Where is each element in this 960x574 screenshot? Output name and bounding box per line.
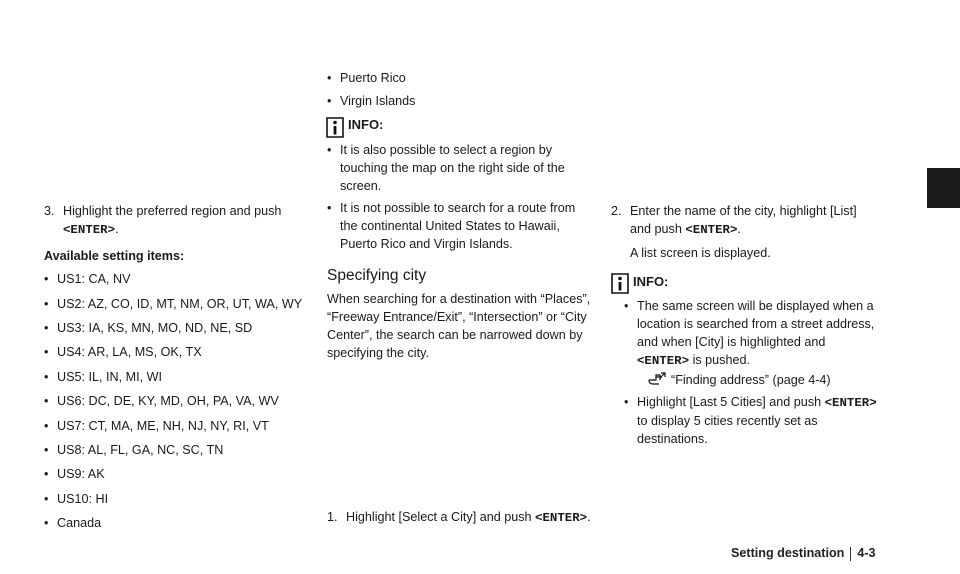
info-item-text: Highlight [Last 5 Cities] and push (637, 395, 822, 410)
list-item-text: US10: HI (57, 491, 109, 506)
column-middle (327, 70, 592, 363)
list-item (327, 93, 592, 111)
bullet: • (44, 296, 49, 311)
bullet: • (44, 418, 49, 433)
step-3 (44, 203, 306, 239)
step-1-text: Highlight [Select a City] and push (346, 510, 532, 524)
bullet: • (44, 467, 49, 482)
info-heading (611, 273, 879, 294)
list-item (327, 200, 592, 254)
bullet: • (44, 394, 49, 409)
step-1-block (327, 509, 592, 528)
bullet: • (327, 201, 332, 216)
list-item-text: US4: AR, LA, MS, OK, TX (57, 345, 202, 360)
step-2-result: A list screen is displayed. (630, 246, 771, 261)
step-3-period: . (115, 221, 119, 236)
enter-key-label: <ENTER> (63, 222, 116, 237)
enter-key-label: <ENTER> (637, 353, 690, 368)
list-item-text: Virgin Islands (340, 93, 416, 108)
list-item (44, 418, 306, 436)
enter-key-label: <ENTER> (824, 396, 877, 411)
list-item-text: It is not possible to search for a route from the continental United States to Hawaii, Puerto Rico and Virgin Islands. (340, 201, 576, 252)
info-list (327, 142, 592, 254)
step-3-text: Highlight the preferred region and push (63, 204, 282, 218)
info-heading (326, 117, 592, 138)
section-title: Specifying city (327, 267, 427, 284)
step-2-number: 2. (611, 204, 622, 218)
bullet: • (44, 345, 49, 360)
footer-section-title: Setting destination (731, 546, 845, 560)
list-item (44, 466, 306, 484)
list-item (44, 320, 306, 338)
step-1 (327, 509, 592, 528)
territory-list (327, 70, 592, 111)
bullet: • (44, 321, 49, 336)
list-item (624, 298, 879, 370)
bullet: • (44, 491, 49, 506)
list-item-text: US1: CA, NV (57, 272, 131, 287)
bullet: • (44, 369, 49, 384)
info-item-text-end: to display 5 cities recently set as destinations. (637, 414, 818, 446)
column-left (44, 203, 306, 533)
page-number: 4-3 (857, 546, 876, 560)
list-item-text: It is also possible to select a region by touching the map on the right side of the screen. (340, 142, 565, 193)
list-item-text: US8: AL, FL, GA, NC, SC, TN (57, 442, 224, 457)
page-reference-icon (647, 372, 667, 386)
list-item-text: US3: IA, KS, MN, MO, ND, NE, SD (57, 321, 253, 336)
info-icon (611, 273, 629, 294)
available-items-heading: Available setting items: (44, 249, 185, 264)
list-item (44, 393, 306, 411)
list-item (624, 394, 879, 448)
region-list (44, 271, 306, 533)
bullet: • (327, 71, 332, 85)
list-item-text: US5: IL, IN, MI, WI (57, 369, 162, 384)
step-1-period: . (587, 510, 591, 524)
bullet: • (624, 395, 629, 410)
list-item-text: US9: AK (57, 467, 105, 482)
info-label: INFO: (348, 117, 384, 133)
info-icon (326, 117, 344, 138)
list-item (44, 271, 306, 289)
enter-key-label: <ENTER> (535, 511, 588, 525)
list-item (44, 442, 306, 460)
list-item-text: Puerto Rico (340, 71, 406, 85)
column-right (611, 203, 879, 449)
list-item (327, 70, 592, 88)
list-item (44, 344, 306, 362)
bullet: • (44, 442, 49, 457)
bullet: • (327, 142, 332, 157)
bullet: • (44, 516, 49, 531)
list-item-text: Canada (57, 516, 102, 531)
page-footer (731, 545, 876, 563)
info-item-text: The same screen will be displayed when a location is searched from a street address, and when [City] is highlighted and (637, 299, 875, 350)
info-list (611, 298, 879, 448)
step-1-number: 1. (327, 510, 338, 524)
step-2-text: Enter the name of the city, highlight [List] and push (630, 204, 857, 236)
list-item-text: US6: DC, DE, KY, MD, OH, PA, VA, WV (57, 394, 279, 409)
enter-key-label: <ENTER> (685, 222, 738, 237)
step-2-period: . (737, 221, 741, 236)
list-item (44, 369, 306, 387)
list-item-text: US7: CT, MA, ME, NH, NJ, NY, RI, VT (57, 418, 269, 433)
step-2 (611, 203, 879, 239)
bullet: • (44, 272, 49, 287)
list-item (44, 515, 306, 533)
bullet: • (327, 93, 332, 108)
info-item-text-end: is pushed. (692, 352, 750, 367)
page-reference (624, 372, 879, 390)
footer-divider (850, 547, 851, 561)
list-item-text: US2: AZ, CO, ID, MT, NM, OR, UT, WA, WY (57, 296, 303, 311)
list-item (44, 491, 306, 509)
list-item (44, 296, 306, 314)
info-label: INFO: (633, 273, 669, 289)
page-reference-text: “Finding address” (page 4-4) (671, 372, 831, 387)
list-item (327, 142, 592, 196)
step-3-number: 3. (44, 204, 55, 218)
section-body: When searching for a destination with “Places”, “Freeway Entrance/Exit”, “Intersection” or “City Center”, the search can be narrowed down by specifying the city. (327, 292, 591, 360)
chapter-tab-marker (927, 168, 960, 208)
bullet: • (624, 299, 629, 314)
